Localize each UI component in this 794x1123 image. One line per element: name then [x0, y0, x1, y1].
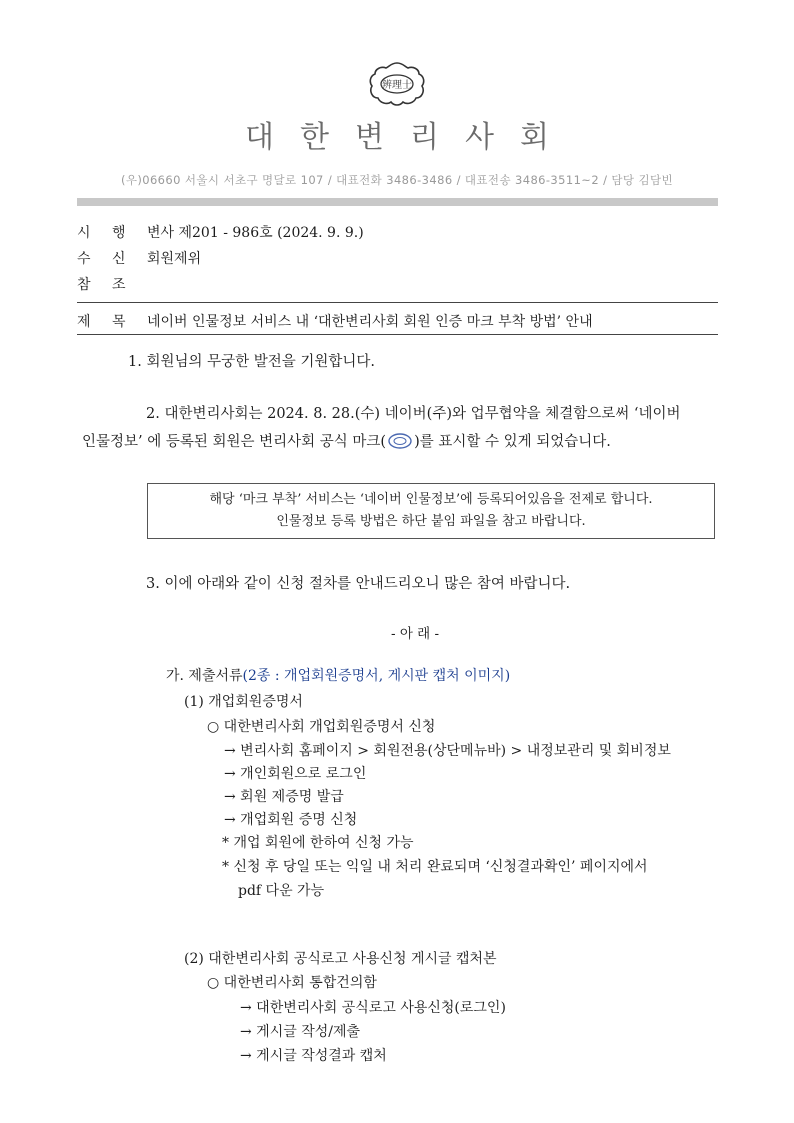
certification-mark-icon [387, 433, 413, 449]
sub2-step: → 게시글 작성/제출 [240, 1024, 361, 1040]
sub1-title: (1) 개업회원증명서 [184, 694, 303, 710]
meta-divider-top [77, 302, 718, 303]
recipient-value: 회원제위 [147, 251, 202, 267]
sub2-step: → 대한변리사회 공식로고 사용신청(로그인) [240, 1000, 506, 1016]
subject-row [77, 311, 593, 331]
execution-value: 변사 제201 - 986호 (2024. 9. 9.) [147, 225, 364, 241]
association-logo [367, 60, 427, 108]
sub1-note-1: * 개업 회원에 한하여 신청 가능 [222, 835, 414, 851]
meta-divider-bottom [77, 334, 718, 335]
sub1-note-2-line-1: * 신청 후 당일 또는 익일 내 처리 완료되며 ‘신청결과확인’ 페이지에서 [222, 859, 648, 875]
notice-line-1: 해당 ‘마크 부착’ 서비스는 ‘네이버 인물정보’에 등록되어있음을 전제로 합니다. [209, 492, 653, 507]
sub2-bullet: ○ 대한변리사회 통합건의함 [207, 975, 377, 991]
paragraph-2-line-2: 인물정보’ 에 등록된 회원은 변리사회 공식 마크( )를 표시할 수 있게 되었습니다. [82, 434, 611, 450]
subject-label: 제 목 [77, 314, 126, 330]
reference-label: 참 조 [77, 277, 126, 293]
sub2-step: → 게시글 작성결과 캡처 [240, 1048, 387, 1064]
section-ga-highlight: (2종 : 개업회원증명서, 게시판 캡처 이미지) [242, 668, 511, 684]
sub1-step: → 변리사회 홈페이지 > 회원전용(상단메뉴바) > 내정보관리 및 회비정보 [224, 743, 671, 759]
sub1-step: → 개업회원 증명 신청 [224, 812, 358, 828]
sub1-step: → 회원 제증명 발급 [224, 789, 344, 805]
sub2-title: (2) 대한변리사회 공식로고 사용신청 게시글 캡처본 [184, 951, 497, 967]
below-heading: - 아 래 - [391, 626, 440, 642]
execution-label: 시 행 [77, 225, 126, 241]
reference-row [77, 274, 147, 294]
recipient-label: 수 신 [77, 251, 126, 267]
execution-row [77, 222, 364, 242]
organization-name: 대한변리사회 [245, 120, 575, 155]
notice-line-2: 인물정보 등록 방법은 하단 붙임 파일을 참고 바랍니다. [276, 514, 586, 529]
sub1-step: → 개인회원으로 로그인 [224, 766, 367, 782]
notice-box [147, 483, 715, 539]
paragraph-1: 1. 회원님의 무궁한 발전을 기원합니다. [128, 354, 375, 370]
paragraph-2-line-1: 2. 대한변리사회는 2024. 8. 28.(수) 네이버(주)와 업무협약을 체결함으로써 ‘네이버 [146, 406, 681, 422]
subject-value: 네이버 인물정보 서비스 내 ‘대한변리사회 회원 인증 마크 부착 방법’ 안내 [147, 314, 593, 330]
sub1-bullet: ○ 대한변리사회 개업회원증명서 신청 [207, 719, 436, 735]
header-divider [77, 198, 718, 206]
paragraph-3: 3. 이에 아래와 같이 신청 절차를 안내드리오니 많은 참여 바랍니다. [146, 576, 571, 592]
address-line: (우)06660 서울시 서초구 명달로 107 / 대표전화 3486-3486 / 대표전송 3486-3511~2 / 담당 김담빈 [120, 173, 674, 187]
logo-lettering: 辨理士 [382, 80, 412, 91]
section-ga-title: 가. 제출서류(2종 : 개업회원증명서, 게시판 캡처 이미지) [166, 668, 511, 684]
recipient-row [77, 248, 201, 268]
sub1-note-2-line-2: pdf 다운 가능 [238, 883, 325, 899]
